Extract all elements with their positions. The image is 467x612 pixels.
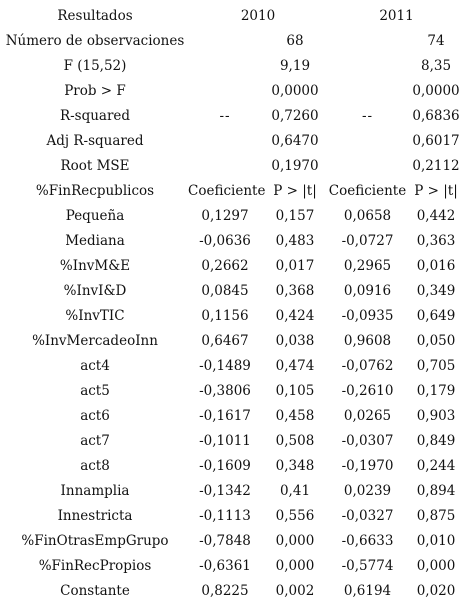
variable-label: %InvI&D — [63, 283, 127, 299]
stat-value-2011: 74 — [427, 33, 445, 49]
coefficient-row — [2, 429, 465, 454]
variable-label: %FinRecPropios — [38, 558, 152, 574]
coef-2011: -0,2610 — [341, 383, 394, 399]
p-value-2011: 0,244 — [416, 458, 456, 474]
stat-label: Adj R-squared — [46, 133, 144, 149]
p-value-2011: 0,894 — [416, 483, 456, 499]
coef-2010: -0,1011 — [199, 433, 251, 449]
coef-2010: -0,1617 — [199, 408, 251, 424]
coef-2010: 0,0845 — [201, 283, 249, 299]
coef-2011: 0,0239 — [343, 483, 392, 499]
coef-2010: -0,1342 — [199, 483, 251, 499]
coef-2011: -0,0727 — [341, 233, 394, 249]
coefficient-row — [2, 579, 465, 604]
p-value-2011-header: P > |t| — [414, 183, 458, 199]
coef-2010: -0,1113 — [199, 508, 251, 524]
coef-2010: 0,1297 — [201, 208, 249, 224]
coef-2011-header: Coeficiente — [328, 183, 407, 199]
variable-label: act7 — [80, 433, 110, 449]
coef-2011: 0,0916 — [343, 283, 392, 299]
variable-label: %InvM&E — [59, 258, 131, 274]
stat-label: Root MSE — [60, 158, 130, 174]
model-stat-row — [2, 29, 465, 54]
p-value-2011: 0,000 — [416, 558, 456, 574]
p-value-2010: 0,000 — [275, 558, 315, 574]
coefficient-row — [2, 279, 465, 304]
regression-results-page — [0, 4, 467, 612]
coef-2010: -0,1489 — [199, 358, 251, 374]
coefficient-header-row — [2, 179, 465, 204]
stat-value-2010: 9,19 — [279, 58, 311, 74]
p-value-2010: 0,424 — [275, 308, 315, 324]
variable-label: %InvTIC — [65, 308, 125, 324]
coef-2010: -0,7848 — [199, 533, 251, 549]
p-value-2010: 0,038 — [275, 333, 315, 349]
coefficient-row — [2, 379, 465, 404]
dash-2010: -- — [219, 108, 231, 124]
coefficient-row — [2, 529, 465, 554]
coef-2010: -0,6361 — [199, 558, 251, 574]
results-table-body — [2, 4, 465, 604]
p-value-2010: 0,474 — [275, 358, 315, 374]
p-value-2011: 0,705 — [416, 358, 456, 374]
p-value-2011: 0,010 — [416, 533, 456, 549]
p-value-2010: 0,348 — [275, 458, 315, 474]
coef-2011: 0,6194 — [343, 583, 392, 599]
stat-value-2010: 68 — [286, 33, 304, 49]
variable-label: act5 — [80, 383, 110, 399]
coefficient-row — [2, 354, 465, 379]
p-value-2010: 0,157 — [275, 208, 315, 224]
coef-2010-header: Coeficiente — [188, 183, 266, 199]
stat-value-2011: 8,35 — [420, 58, 452, 74]
stat-value-2011: 0,6836 — [412, 108, 460, 124]
stat-spacer-2011 — [328, 29, 407, 54]
coefficient-row — [2, 204, 465, 229]
stat-value-2011: 0,0000 — [412, 83, 460, 99]
p-value-2011: 0,020 — [416, 583, 456, 599]
p-value-2010: 0,458 — [275, 408, 315, 424]
coef-2011: -0,0327 — [341, 508, 394, 524]
coefficient-row — [2, 304, 465, 329]
p-value-2011: 0,442 — [416, 208, 456, 224]
coefficient-row — [2, 554, 465, 579]
coefficient-row — [2, 504, 465, 529]
coef-2011: 0,9608 — [343, 333, 392, 349]
p-value-2011: 0,016 — [416, 258, 456, 274]
model-stat-row — [2, 54, 465, 79]
p-value-2011: 0,050 — [416, 333, 456, 349]
stat-value-2010: 0,1970 — [271, 158, 319, 174]
coef-2010: -0,1609 — [199, 458, 251, 474]
p-value-2011: 0,649 — [416, 308, 456, 324]
variable-label: Pequeña — [65, 208, 125, 224]
coefficient-row — [2, 479, 465, 504]
p-value-2011: 0,363 — [416, 233, 456, 249]
variable-label: Constante — [60, 583, 130, 599]
coefficient-row — [2, 229, 465, 254]
variable-label: act6 — [80, 408, 110, 424]
coefficient-row — [2, 454, 465, 479]
coefficient-row — [2, 404, 465, 429]
p-value-2010: 0,017 — [275, 258, 315, 274]
variable-label: Mediana — [65, 233, 125, 249]
stat-value-2011: 0,2112 — [412, 158, 460, 174]
variable-label: %FinOtrasEmpGrupo — [21, 533, 169, 549]
p-value-2010: 0,556 — [275, 508, 315, 524]
stat-label: F (15,52) — [63, 58, 127, 74]
coef-2011: -0,1970 — [341, 458, 394, 474]
p-value-2010: 0,483 — [275, 233, 315, 249]
results-header-label: Resultados — [57, 8, 133, 24]
dash-2011: -- — [361, 108, 374, 124]
stat-label: Número de observaciones — [5, 33, 185, 49]
coef-2010: 0,1156 — [201, 308, 249, 324]
p-value-2010: 0,368 — [275, 283, 315, 299]
stat-value-2010: 0,6470 — [271, 133, 319, 149]
variable-label: Innamplia — [60, 483, 130, 499]
year-header-row — [2, 4, 465, 29]
coef-2011: 0,0658 — [343, 208, 392, 224]
p-value-2010: 0,002 — [275, 583, 315, 599]
coef-2010: 0,2662 — [201, 258, 249, 274]
coef-2010: 0,8225 — [201, 583, 249, 599]
year-2011-header: 2011 — [379, 8, 414, 24]
p-value-2011: 0,903 — [416, 408, 456, 424]
coef-2011: -0,6633 — [341, 533, 394, 549]
stat-label: R-squared — [59, 108, 131, 124]
p-value-2010-header: P > |t| — [273, 183, 317, 199]
coef-2011: -0,5774 — [341, 558, 394, 574]
stat-value-2011: 0,6017 — [412, 133, 460, 149]
p-value-2011: 0,849 — [416, 433, 456, 449]
p-value-2011: 0,875 — [416, 508, 456, 524]
coef-2011: 0,0265 — [343, 408, 392, 424]
p-value-2011: 0,349 — [416, 283, 456, 299]
p-value-2011: 0,179 — [416, 383, 456, 399]
stat-spacer-2010 — [188, 29, 262, 54]
p-value-2010: 0,105 — [275, 383, 315, 399]
variable-label: act4 — [80, 358, 110, 374]
variable-label: act8 — [80, 458, 110, 474]
variable-label: %InvMercadeoInn — [32, 333, 158, 349]
coefficient-row — [2, 254, 465, 279]
coef-2010: -0,3806 — [199, 383, 251, 399]
dependent-variable-label: %FinRecpublicos — [35, 183, 155, 199]
year-2010-header: 2010 — [240, 8, 276, 24]
coef-2010: 0,6467 — [201, 333, 249, 349]
coefficient-row — [2, 329, 465, 354]
p-value-2010: 0,41 — [279, 483, 311, 499]
stat-label: Prob > F — [64, 83, 126, 99]
stat-value-2010: 0,0000 — [271, 83, 319, 99]
stat-value-2010: 0,7260 — [271, 108, 319, 124]
coef-2010: -0,0636 — [199, 233, 251, 249]
coef-2011: -0,0762 — [341, 358, 394, 374]
coef-2011: 0,2965 — [343, 258, 392, 274]
coef-2011: -0,0935 — [341, 308, 394, 324]
p-value-2010: 0,000 — [275, 533, 315, 549]
variable-label: Innestricta — [57, 508, 133, 524]
p-value-2010: 0,508 — [275, 433, 315, 449]
coef-2011: -0,0307 — [341, 433, 394, 449]
regression-results-table — [2, 4, 465, 604]
